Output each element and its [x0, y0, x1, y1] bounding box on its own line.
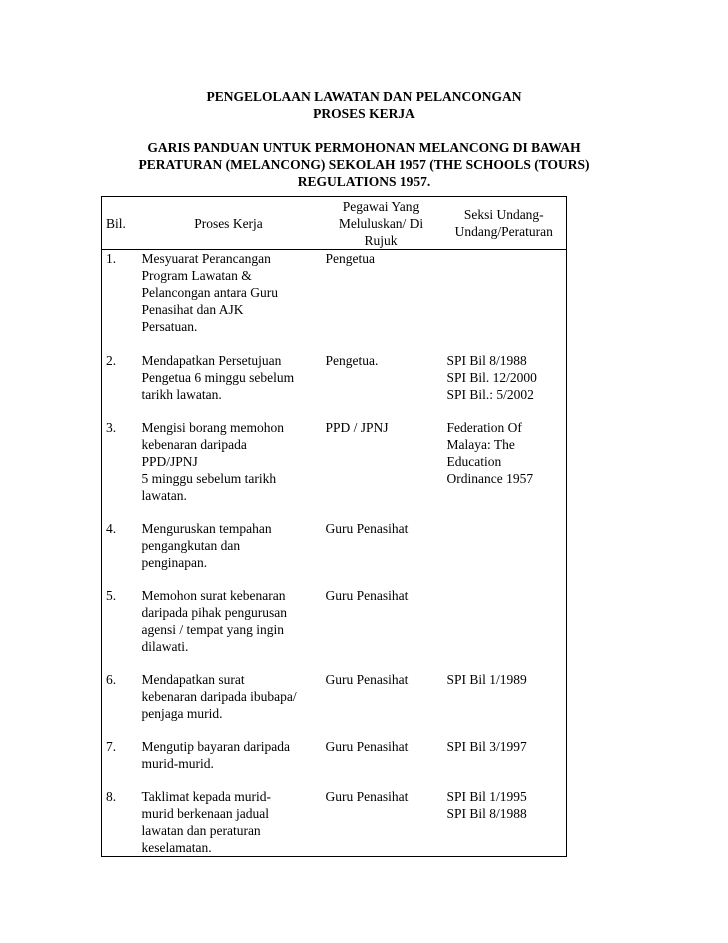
- table-row: [102, 788, 567, 857]
- process-table: [101, 196, 567, 857]
- header-bil: Bil.: [102, 197, 137, 250]
- table-row: [102, 250, 567, 352]
- row-seksi: [442, 250, 567, 352]
- row-seksi: Federation Of Malaya: The Education Ordinance 1957: [442, 419, 567, 520]
- row-pegawai: Pengetua.: [325, 352, 379, 368]
- row-seksi: SPI Bil 8/1988 SPI Bil. 12/2000 SPI Bil.: 5/2002: [442, 352, 567, 419]
- row-bil: 4.: [102, 520, 137, 587]
- table-row: [102, 671, 567, 738]
- table-row: [102, 419, 567, 520]
- row-proses: Memohon surat kebenaran daripada pihak pengurusan agensi / tempat yang ingin dilawati.: [141, 587, 287, 654]
- document-title-line-1: PENGELOLAAN LAWATAN DAN PELANCONGAN: [206, 89, 522, 104]
- document-subtitle-line-2: PERATURAN (MELANCONG) SEKOLAH 1957 (THE SCHOOLS (TOURS): [138, 157, 590, 172]
- row-pegawai: Guru Penasihat: [321, 788, 442, 857]
- row-bil: 1.: [102, 250, 137, 352]
- row-proses: Mengisi borang memohon kebenaran daripada PPD/JPNJ 5 minggu sebelum tarikh lawatan.: [141, 419, 284, 503]
- row-pegawai: Pengetua: [325, 251, 375, 266]
- row-proses: Menguruskan tempahan pengangkutan dan penginapan.: [141, 520, 272, 570]
- document-subtitle-line-1: GARIS PANDUAN UNTUK PERMOHONAN MELANCONG DI BAWAH: [147, 140, 581, 155]
- row-pegawai: Guru Penasihat: [325, 520, 409, 536]
- row-bil: 7.: [102, 738, 137, 788]
- row-seksi: SPI Bil 1/1995 SPI Bil 8/1988: [442, 788, 567, 857]
- row-pegawai: PPD / JPNJ: [325, 419, 389, 435]
- row-proses: Mendapatkan surat kebenaran daripada ibubapa/ penjaga murid.: [141, 671, 297, 721]
- header-seksi: Seksi Undang- Undang/Peraturan: [442, 197, 567, 250]
- document-subtitle-line-3: REGULATIONS 1957.: [297, 174, 431, 189]
- table-row: [102, 738, 567, 788]
- row-proses: Mengutip bayaran daripada murid-murid.: [141, 738, 290, 771]
- row-seksi: [442, 587, 567, 671]
- header-proses-kerja: Proses Kerja: [137, 197, 321, 250]
- row-seksi: SPI Bil 3/1997: [442, 738, 567, 788]
- table-row: [102, 587, 567, 671]
- row-proses: Mendapatkan Persetujuan Pengetua 6 minggu sebelum tarikh lawatan.: [141, 352, 295, 402]
- row-proses: Taklimat kepada murid- murid berkenaan jadual lawatan dan peraturan keselamatan.: [137, 788, 321, 857]
- row-proses: Mesyuarat Perancangan Program Lawatan & Pelancongan antara Guru Penasihat dan AJK Persatuan.: [141, 251, 278, 334]
- table-row: [102, 352, 567, 419]
- row-bil: 8.: [102, 788, 137, 857]
- row-seksi: SPI Bil 1/1989: [442, 671, 567, 738]
- row-pegawai: Guru Penasihat: [325, 587, 409, 603]
- document-title-line-2: PROSES KERJA: [313, 106, 415, 121]
- row-pegawai: Guru Penasihat: [325, 671, 409, 687]
- row-seksi: [442, 520, 567, 587]
- row-bil: 5.: [102, 587, 137, 671]
- table-row: [102, 520, 567, 587]
- table-header-row: [102, 197, 567, 250]
- header-pegawai: Pegawai Yang Meluluskan/ Di Rujuk: [321, 197, 442, 250]
- row-bil: 3.: [102, 419, 137, 520]
- row-pegawai: Guru Penasihat: [325, 738, 409, 754]
- row-bil: 6.: [102, 671, 137, 738]
- row-bil: 2.: [102, 352, 137, 419]
